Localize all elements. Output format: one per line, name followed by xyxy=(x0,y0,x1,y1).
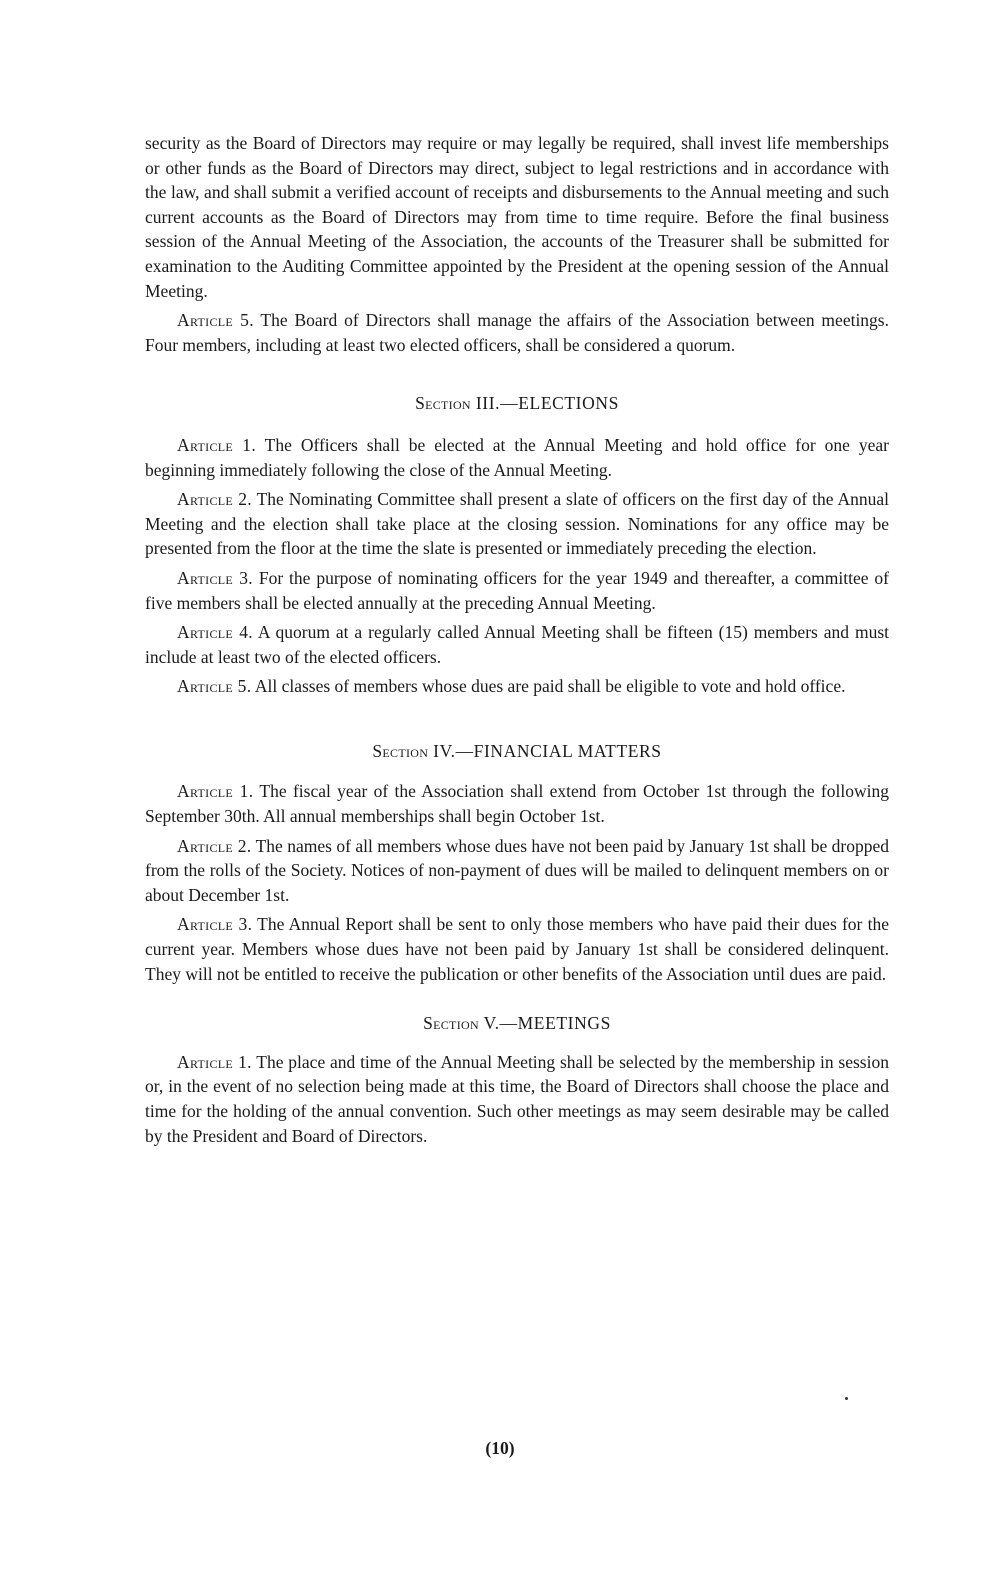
article-text: The Annual Report shall be sent to only those members who have paid their dues for the current year. Members whose dues have not been paid by January 1st shall be considered delinquent. They will not be entitled to receive the publication or other benefits of the Association until dues are paid. xyxy=(145,914,889,984)
article-text: A quorum at a regularly called Annual Meeting shall be fifteen (15) members and must include at least two of the elected officers. xyxy=(145,622,889,667)
article-text: The names of all members whose dues have not been paid by January 1st shall be dropped from the rolls of the Society. Notices of non-payment of dues will be mailed to delinquent members on or about December 1st. xyxy=(145,835,889,905)
article-label: Article 4. xyxy=(177,622,253,643)
article-text: All classes of members whose dues are paid shall be eligible to vote and hold office. xyxy=(251,676,846,697)
section-label: Section xyxy=(423,1013,479,1034)
article-label: Article 2. xyxy=(177,489,252,510)
section-title: III.—ELECTIONS xyxy=(470,393,619,414)
article-text: The Nominating Committee shall present a slate of officers on the first day of the Annual Meeting and the election shall take place at the closing session. Nominations for any office may be presented from the floor at the time the slate is presented or immediately preceding the election. xyxy=(145,489,889,559)
section-label: Section xyxy=(372,740,429,761)
section2-article5 xyxy=(145,308,889,357)
article-label: Article 3. xyxy=(177,567,253,588)
section-title: IV.—FINANCIAL MATTERS xyxy=(428,740,662,761)
article-text: The Board of Directors shall manage the affairs of the Association between meetings. Four members, including at least two elected officers, shall be considered a quorum. xyxy=(145,310,889,355)
section4-article2 xyxy=(145,834,889,908)
article-label: Article 3. xyxy=(177,914,253,935)
article-label: Article 1. xyxy=(177,434,256,455)
section5-article1 xyxy=(145,1050,889,1148)
article-text: The fiscal year of the Association shall extend from October 1st through the following September 30th. All annual memberships shall begin October 1st. xyxy=(145,781,889,827)
section3-article3 xyxy=(145,566,889,615)
page-body xyxy=(145,131,889,1148)
page-number: (10) xyxy=(485,1438,515,1458)
section3-heading xyxy=(145,391,889,416)
stray-mark xyxy=(845,1397,848,1400)
article-label: Article 1. xyxy=(177,781,254,802)
article-text: For the purpose of nominating officers for the year 1949 and thereafter, a committee of five members shall be elected annually at the preceding Annual Meeting. xyxy=(145,567,889,613)
section3-article4 xyxy=(145,620,889,669)
article-label: Article 5. xyxy=(177,676,252,697)
section5-heading xyxy=(145,1011,889,1036)
section-label: Section xyxy=(415,393,471,414)
section3-article1 xyxy=(145,433,889,482)
section3-article5 xyxy=(145,674,889,699)
article-text: The Officers shall be elected at the Annual Meeting and hold office for one year beginning immediately following the close of the Annual Meeting. xyxy=(145,434,889,480)
continuation-paragraph: security as the Board of Directors may require or may legally be required, shall invest life memberships or other funds as the Board of Directors may direct, subject to legal restrictions and in accordance with the law, and shall submit a verified account of receipts and disbursements to the Annual meeting and such current accounts as the Board of Directors may from time to time require. Before the final business session of the Annual Meeting of the Association, the accounts of the Treasurer shall be submitted for examination to the Auditing Committee appointed by the President at the opening session of the Annual Meeting. xyxy=(145,133,889,301)
section-title: V.—MEETINGS xyxy=(478,1013,611,1034)
section4-article1 xyxy=(145,779,889,828)
article-text: The place and time of the Annual Meeting shall be selected by the membership in session or, in the event of no selection being made at this time, the Board of Directors shall choose the place and time for the holding of the annual convention. Such other meetings as may seem desirable may be called by the President and Board of Directors. xyxy=(145,1051,889,1146)
article-label: Article 5. xyxy=(177,310,254,331)
section4-heading xyxy=(145,739,889,764)
section4-article3 xyxy=(145,912,889,986)
article-label: Article 1. xyxy=(177,1051,252,1072)
section3-article2 xyxy=(145,487,889,561)
article-label: Article 2. xyxy=(177,835,252,856)
